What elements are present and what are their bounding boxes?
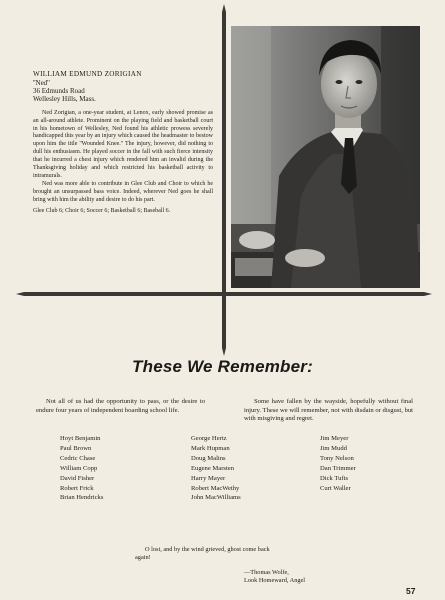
section-heading: These We Remember: xyxy=(132,357,313,376)
student-nickname: ''Ned'' xyxy=(33,78,50,87)
name-item: David Fisher xyxy=(60,474,95,482)
name-item: Jim Meyer xyxy=(320,435,349,442)
name-item: Hoyt Benjamin xyxy=(60,435,101,442)
rule-tip-left xyxy=(16,292,24,296)
student-portrait-photo xyxy=(231,26,420,288)
verse-work: Look Homeward, Angel xyxy=(244,577,306,585)
names-column-1 xyxy=(60,434,103,503)
rule-tip-top xyxy=(222,4,226,12)
name-item: John MacWilliams xyxy=(191,494,241,502)
name-item: Tony Nelson xyxy=(320,454,354,462)
student-bio xyxy=(33,70,213,216)
name-item: Harry Mayer xyxy=(191,474,226,482)
intro-paragraph-left: Not all of us had the opportunity to pass, or the desire to endure four years of independent boarding school life. xyxy=(36,398,205,414)
name-item: Paul Brown xyxy=(60,444,92,452)
names-column-2 xyxy=(191,434,241,503)
rule-tip-right xyxy=(424,292,432,296)
rule-tip-bottom xyxy=(222,348,226,356)
name-item: Curt Waller xyxy=(320,484,351,492)
horizontal-rule xyxy=(24,292,424,296)
name-item: Cedric Chase xyxy=(60,454,96,462)
verse-quote xyxy=(135,546,335,562)
bio-paragraph-1: Ned Zorigian, a one-year student, at Lenox, early showed promise as an all-around athlete. Prominent on the playing field and basketball court in his hometown of Wellesley, Ned found his athletic prowess severely handicapped this year by an injury which caused the headmaster to bestow upon him the title ''Wounded Knee.'' The injury, however, did nothing to dull his enthusiasm. He played soccer in the fall with such fierce intensity that he incurred a chest injury which rendered him an invalid during the Thanksgiving holiday and which restricted his basketball activity to intramurals. xyxy=(33,109,213,179)
name-item: Brian Hendricks xyxy=(60,494,104,502)
verse-line-1: O lost, and by the wind grieved, ghost come back xyxy=(145,546,270,553)
address-line-1: 36 Edmunds Road xyxy=(33,86,85,95)
address-line-2: Wellesley Hills, Mass. xyxy=(33,95,96,104)
page-number: 57 xyxy=(406,586,416,596)
verse-line-2: again! xyxy=(135,554,151,562)
name-item: Jim Mudd xyxy=(320,444,347,452)
student-name: WILLIAM EDMUND ZORIGIAN xyxy=(33,70,142,78)
bio-paragraph-2: Ned was more able to contribute in Glee Club and Choir to which he brought an unsurpassed bass voice. Indeed, wherever Ned goes he shall bring with him the ability and desire to do his part. xyxy=(33,180,213,203)
name-item: Robert MacWethy xyxy=(191,484,240,492)
name-item: George Hertz xyxy=(191,435,227,442)
name-item: Robert Frick xyxy=(60,484,94,492)
name-item: Doug Malins xyxy=(191,454,226,462)
names-column-3 xyxy=(320,434,356,493)
name-item: Dick Tufts xyxy=(320,474,349,482)
vertical-rule xyxy=(222,12,226,348)
activities-list: Glee Club 6; Choir 6; Soccer 6; Basketball 6; Baseball 6. xyxy=(33,207,171,214)
name-item: Eugene Marsten xyxy=(191,464,235,472)
verse-author: —Thomas Wolfe, xyxy=(244,569,289,576)
verse-attribution xyxy=(244,569,305,586)
intro-paragraph-right: Some have fallen by the wayside, hopefully without final injury. These we will remember, not with disdain or disgust, but with misgiving and regret. xyxy=(244,398,413,423)
name-item: Dan Trimmer xyxy=(320,464,356,472)
name-item: Mark Hupman xyxy=(191,444,230,452)
name-item: William Copp xyxy=(60,464,98,472)
